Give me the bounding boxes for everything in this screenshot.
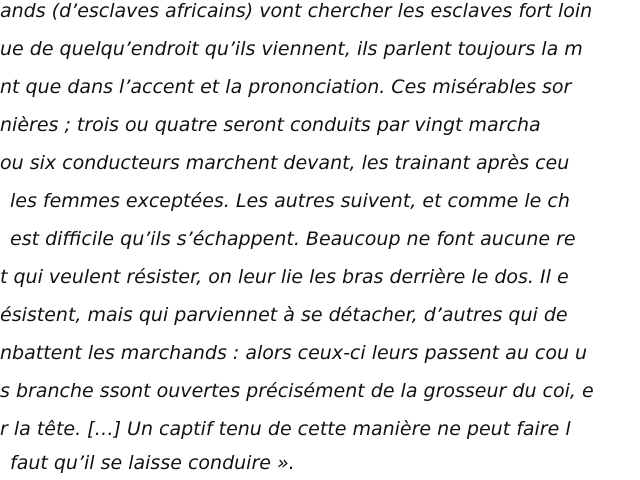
text-line-11: s branche ssont ouvertes précisément de la grosseur du coi, e [0,380,594,402]
text-line-1: ands (d’esclaves africains) vont chercher les esclaves fort loin [0,0,593,22]
text-line-6: les femmes exceptées. Les autres suivent, et comme le ch [10,190,570,212]
text-line-4: nières ; trois ou quatre seront conduits par vingt marcha [0,114,541,136]
text-line-9: ésistent, mais qui parviennet à se détacher, d’autres qui de [0,304,568,326]
text-line-10: nbattent les marchands : alors ceux-ci leurs passent au cou u [0,342,588,364]
text-line-12: r la tête. […] Un captif tenu de cette manière ne peut faire l [0,418,571,440]
text-line-7: est difficile qu’ils s’échappent. Beaucoup ne font aucune re [10,228,576,250]
text-line-3: nt que dans l’accent et la prononciation. Ces misérables sor [0,76,572,98]
text-line-2: ue de quelqu’endroit qu’ils viennent, ils parlent toujours la m [0,38,583,60]
text-line-5: ou six conducteurs marchent devant, les trainant après ceu [0,152,570,174]
text-line-13: faut qu’il se laisse conduire ». [10,452,295,474]
text-line-8: t qui veulent résister, on leur lie les bras derrière le dos. Il e [0,266,569,288]
